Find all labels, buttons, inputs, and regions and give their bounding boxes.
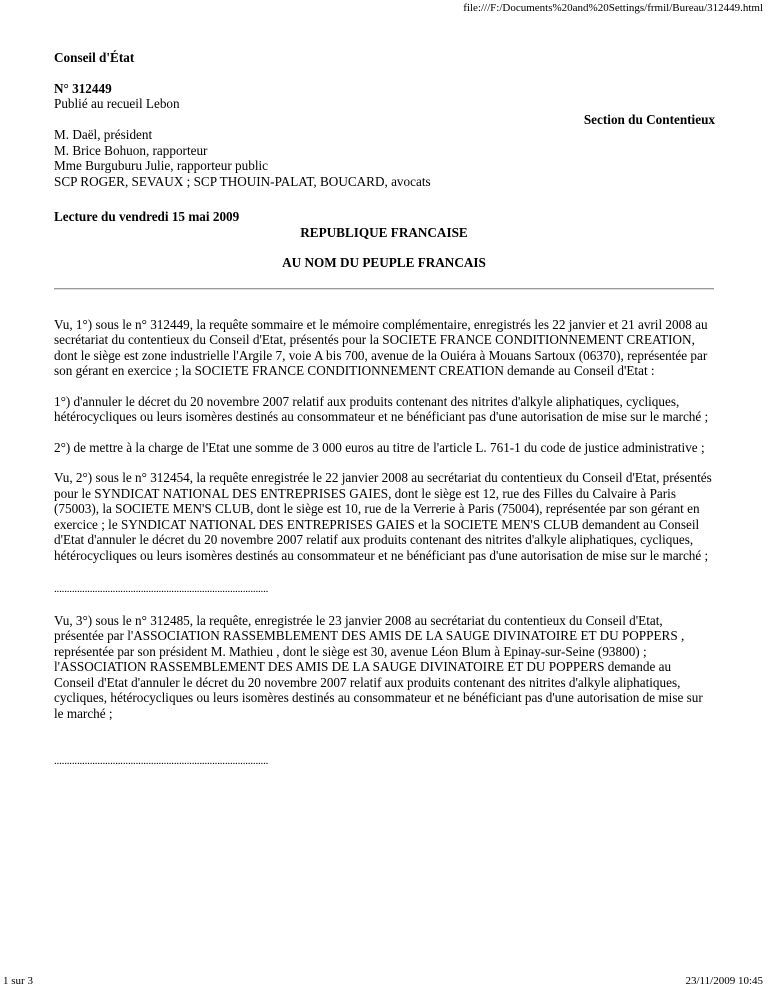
print-header-url: file:///F:/Documents%20and%20Settings/frmil/Bureau/312449.html	[463, 2, 763, 14]
document-body	[54, 50, 714, 770]
section-label: Section du Contentieux	[583, 111, 715, 127]
court-name: Conseil d'État	[54, 50, 135, 65]
horizontal-rule	[54, 288, 714, 290]
ellipsis-line: ....................................................................................	[54, 583, 269, 595]
paragraph-vu-1: Vu, 1°) sous le n° 312449, la requête sommaire et le mémoire complémentaire, enregistrés les 22 janvier et 21 avril 2008 au secrétariat du contentieux du Conseil d'Etat, présentés pour la SOCIETE FRANCE CONDITIONNEMENT CREATION, dont le siège est zone industrielle l'Argile 7, voie A bis 700, avenue de la Ouiéra à Mouans Sartoux (06370), représentée par son gérant en exercice ; la SOCIETE FRANCE CONDITIONNEMENT CREATION demande au Conseil d'Etat :	[54, 316, 708, 378]
case-info	[54, 81, 714, 128]
print-datetime: 23/11/2009 10:45	[685, 975, 763, 987]
ellipsis-line: ....................................................................................	[54, 755, 269, 767]
publication-note: Publié au recueil Lebon	[54, 96, 180, 111]
participants-list	[54, 127, 714, 189]
participant-lawyers: SCP ROGER, SEVAUX ; SCP THOUIN-PALAT, BOUCARD, avocats	[54, 173, 431, 189]
heading-people: AU NOM DU PEUPLE FRANCAIS	[282, 255, 486, 270]
participant-rapporteur-public: Mme Burguburu Julie, rapporteur public	[54, 158, 269, 173]
page-indicator: 1 sur 3	[3, 975, 33, 987]
participant-rapporteur: M. Brice Bohuon, rapporteur	[54, 142, 208, 158]
heading-republic: REPUBLIQUE FRANCAISE	[300, 224, 468, 240]
reading-date: Lecture du vendredi 15 mai 2009	[54, 209, 240, 224]
paragraph-request-1: 1°) d'annuler le décret du 20 novembre 2007 relatif aux produits contenant des nitrites d'alkyle aliphatiques, cycliques, hétérocycliques ou leurs isomères destinés au consommateur et ne bénéficiant pas d'une autorisation de mise sur le marché ;	[54, 393, 709, 424]
paragraph-vu-3: Vu, 3°) sous le n° 312485, la requête, enregistrée le 23 janvier 2008 au secrétariat du contentieux du Conseil d'Etat, présentée par l'ASSOCIATION RASSEMBLEMENT DES AMIS DE LA SAUGE DIVINATOIRE ET DU POPPERS , représentée par son président M. Mathieu , dont le siège est 30, avenue Léon Blum à Epinay-sur-Seine (93800) ; l'ASSOCIATION RASSEMBLEMENT DES AMIS DE LA SAUGE DIVINATOIRE ET DU POPPERS demande au Conseil d'Etat d'annuler le décret du 20 novembre 2007 relatif aux produits contenant des nitrites d'alkyle aliphatiques, cycliques, hétérocycliques ou leurs isomères destinés au consommateur et ne bénéficiant pas d'une autorisation de mise sur le marché ;	[54, 612, 703, 721]
paragraph-request-2: 2°) de mettre à la charge de l'Etat une somme de 3 000 euros au titre de l'article L. 761-1 du code de justice administrative ;	[54, 439, 705, 455]
participant-president: M. Daël, président	[54, 127, 153, 142]
case-number: N° 312449	[54, 80, 112, 96]
paragraph-vu-2: Vu, 2°) sous le n° 312454, la requête enregistrée le 22 janvier 2008 au secrétariat du contentieux du Conseil d'Etat, présentés pour le SYNDICAT NATIONAL DES ENTREPRISES GAIES, dont le siège est 12, rue des Filles du Calvaire à Paris (75003), la SOCIETE MEN'S CLUB, dont le siège est 10, rue de la Verrerie à Paris (75004), représentée par son gérant en exercice ; le SYNDICAT NATIONAL DES ENTREPRISES GAIES et la SOCIETE MEN'S CLUB demandent au Conseil d'Etat d'annuler le décret du 20 novembre 2007 relatif aux produits contenant des nitrites d'alkyle aliphatiques, cycliques, hétérocycliques ou leurs isomères destinés au consommateur et ne bénéficiant pas d'une autorisation de mise sur le marché ;	[54, 470, 712, 563]
